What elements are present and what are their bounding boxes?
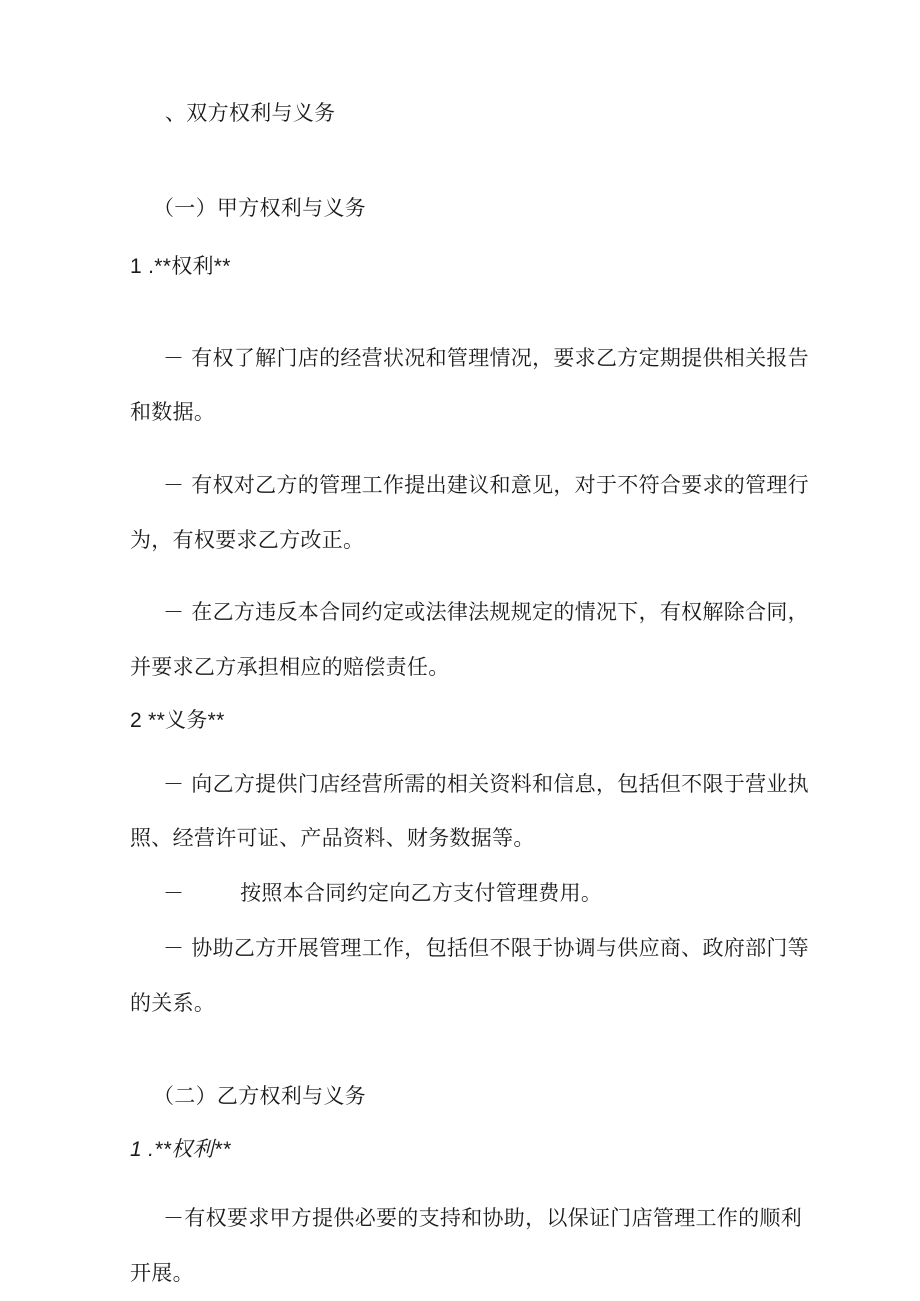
party-a-rights-heading: 1 .**权利** [130,255,231,278]
list-item-continuation: 的关系。 [130,991,216,1015]
list-item: － 按照本合同约定向乙方支付管理费用。 [163,881,603,905]
list-item: － 在乙方违反本合同约定或法律法规规定的情况下，有权解除合同， [163,600,809,624]
list-item: － 有权对乙方的管理工作提出建议和意见，对于不符合要求的管理行 [163,473,809,497]
list-item-continuation: 为，有权要求乙方改正。 [130,528,365,552]
party-a-heading: （一）甲方权利与义务 [153,196,366,220]
list-item: － 协助乙方开展管理工作，包括但不限于协调与供应商、政府部门等 [163,936,809,960]
list-item-continuation: 照、经营许可证、产品资料、财务数据等。 [130,826,535,850]
list-item-continuation: 和数据。 [130,400,216,424]
party-b-rights-heading: 1 .**权利** [130,1138,231,1161]
list-item-continuation: 开展。 [130,1261,194,1285]
list-item: － 向乙方提供门店经营所需的相关资料和信息，包括但不限于营业执 [163,772,809,796]
list-item: －有权要求甲方提供必要的支持和协助，以保证门店管理工作的顺利 [163,1206,802,1230]
section-title: 、双方权利与义务 [165,101,336,125]
list-item-continuation: 并要求乙方承担相应的赔偿责任。 [130,655,450,679]
party-b-heading: （二）乙方权利与义务 [153,1084,366,1108]
party-a-obligations-heading: 2 **义务** [130,709,225,732]
list-item: － 有权了解门店的经营状况和管理情况，要求乙方定期提供相关报告 [163,346,809,370]
